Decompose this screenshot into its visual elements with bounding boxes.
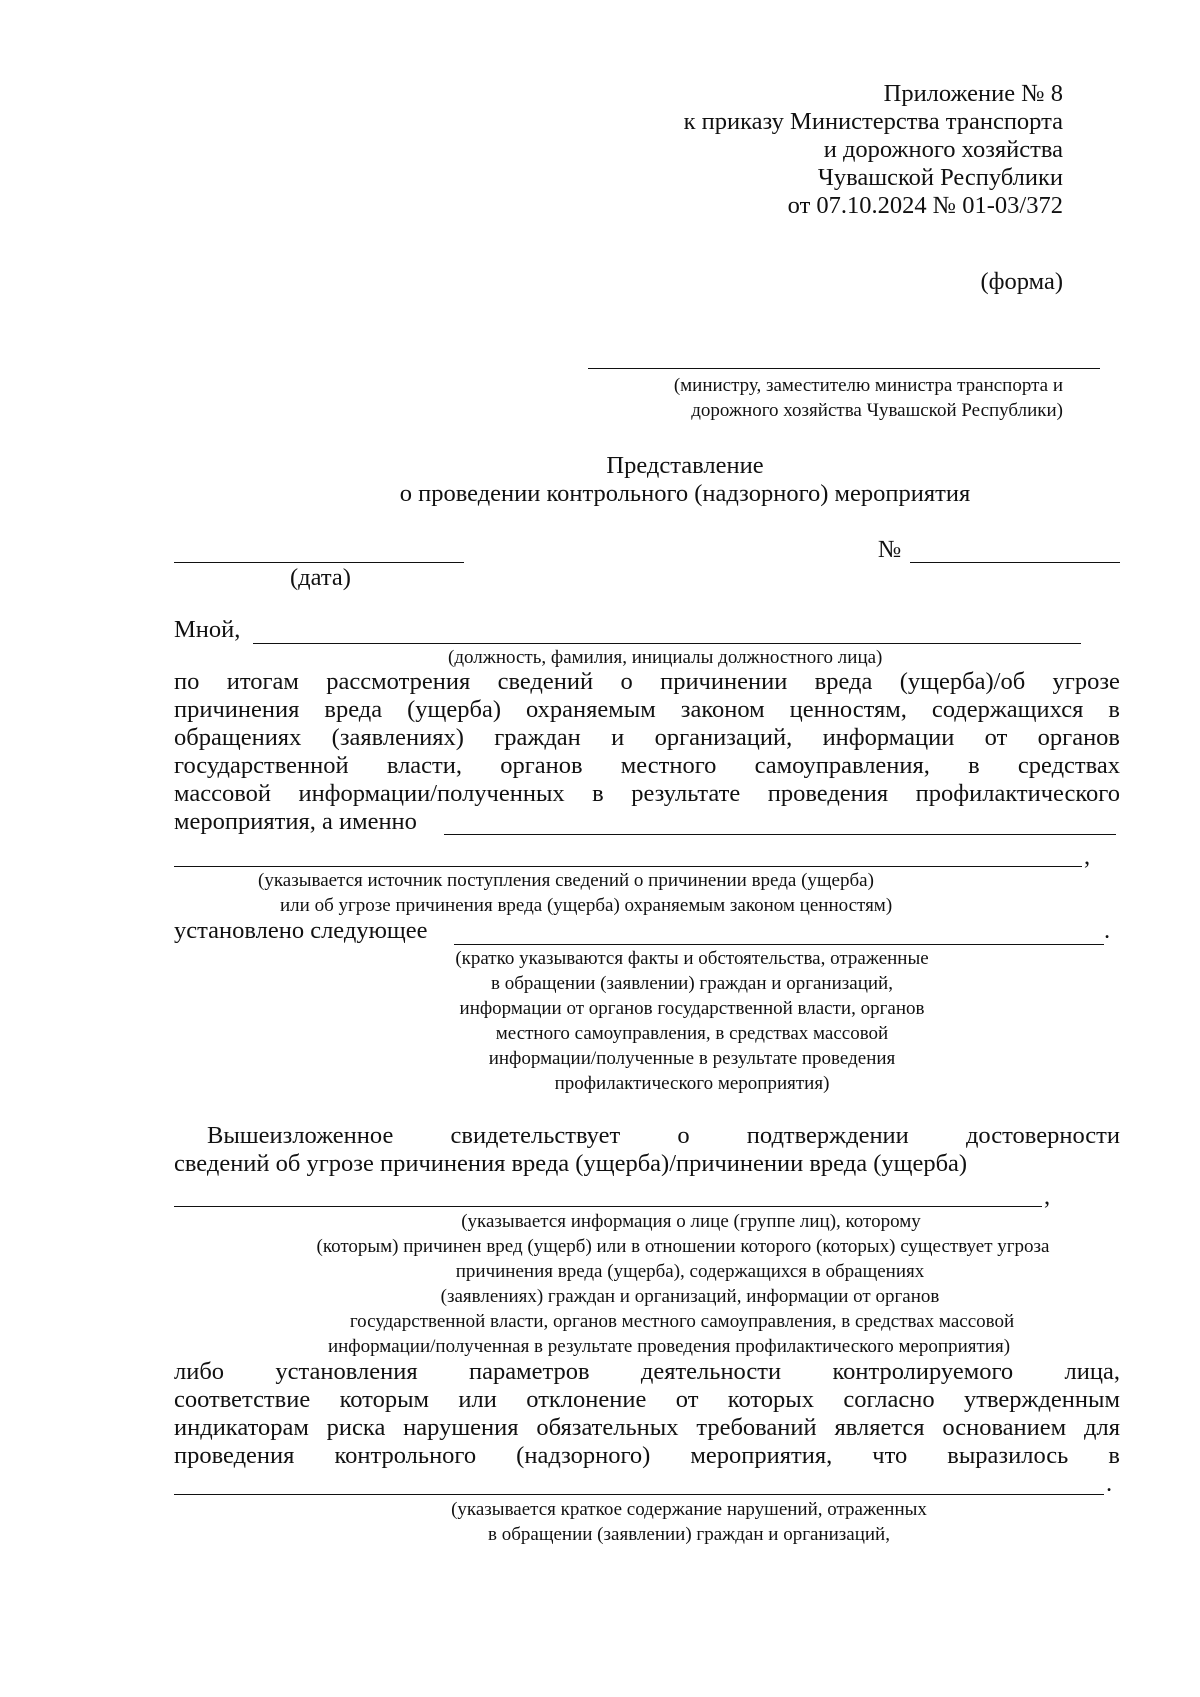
addressee-hint-1: (министру, заместителю министра транспорта и (673, 375, 1063, 396)
person-hint-2: (которым) причинен вред (ущерб) или в отношении которого (которых) существует угроза (316, 1236, 1050, 1257)
para1-line-4: государственной власти, органов местного самоуправления, в средствах (174, 752, 1120, 779)
republic-name: Чувашской Республики (817, 164, 1063, 191)
officer-blank-line[interactable] (253, 643, 1081, 644)
para3-line-4: проведения контрольного (надзорного) мероприятия, что выразилось в (174, 1442, 1120, 1469)
established-dot: . (1104, 917, 1111, 944)
person-blank-line[interactable] (174, 1206, 1042, 1207)
established-hint-3: информации от органов государственной власти, органов (459, 998, 925, 1019)
para1-line-1: по итогам рассмотрения сведений о причинении вреда (ущерба)/об угрозе (174, 668, 1120, 695)
violations-hint-2: в обращении (заявлении) граждан и организаций, (488, 1524, 890, 1545)
violations-hint-1: (указывается краткое содержание нарушений, отраженных (451, 1499, 927, 1520)
para3-line-2: соответствие которым или отклонение от которых согласно утвержденным (174, 1386, 1120, 1413)
date-blank-line[interactable] (174, 562, 464, 563)
date-hint: (дата) (290, 564, 351, 591)
established-hint-2: в обращении (заявлении) граждан и организаций, (491, 973, 893, 994)
para2-line-1: Вышеизложенное свидетельствует о подтверждении достоверности (207, 1122, 1120, 1149)
para1-line-3: обращениях (заявлениях) граждан и организаций, информации от органов (174, 724, 1120, 751)
violations-blank-line[interactable] (174, 1494, 1104, 1495)
order-date-number: от 07.10.2024 № 01-03/372 (787, 192, 1063, 219)
para2-line-2: сведений об угрозе причинения вреда (ущерба)/причинении вреда (ущерба) (174, 1150, 968, 1177)
officer-prefix: Мной, (174, 616, 241, 643)
person-hint-1: (указывается информация о лице (группе лиц), которому (461, 1211, 921, 1232)
para1-line-5: массовой информации/полученных в результате проведения профилактического (174, 780, 1120, 807)
established-hint-5: информации/полученные в результате проведения (488, 1048, 896, 1069)
form-label: (форма) (980, 268, 1063, 295)
person-hint-4: (заявлениях) граждан и организаций, информации от органов (440, 1286, 940, 1307)
para1-line-6: мероприятия, а именно (174, 808, 417, 835)
document-subtitle: о проведении контрольного (надзорного) мероприятия (399, 480, 971, 507)
number-blank-line[interactable] (910, 562, 1120, 563)
para1-line-2: причинения вреда (ущерба) охраняемым законом ценностям, содержащихся в (174, 696, 1120, 723)
para3-line-3: индикаторам риска нарушения обязательных требований является основанием для (174, 1414, 1120, 1441)
source-blank-line[interactable] (174, 866, 1082, 867)
violations-dot: . (1106, 1470, 1113, 1497)
person-hint-5: государственной власти, органов местного самоуправления, в средствах массовой (349, 1311, 1015, 1332)
person-hint-3: причинения вреда (ущерба), содержащихся в обращениях (455, 1261, 925, 1282)
addressee-blank-line[interactable] (588, 368, 1100, 369)
document-title: Представление (606, 452, 764, 479)
ministry-name: и дорожного хозяйства (823, 136, 1063, 163)
established-prefix: установлено следующее (174, 917, 428, 944)
source-comma: , (1084, 843, 1091, 870)
person-hint-6: информации/полученная в результате проведения профилактического мероприятия) (327, 1336, 1011, 1357)
established-hint-1: (кратко указываются факты и обстоятельства, отраженные (455, 948, 929, 969)
addressee-hint-2: дорожного хозяйства Чувашской Республики) (691, 400, 1063, 421)
source-hint-2: или об угрозе причинения вреда (ущерба) охраняемым законом ценностям) (280, 895, 893, 916)
established-blank-line[interactable] (454, 944, 1104, 945)
number-sign: № (878, 536, 902, 563)
appendix-number: Приложение № 8 (883, 80, 1063, 107)
order-reference: к приказу Министерства транспорта (683, 108, 1063, 135)
person-comma: , (1044, 1183, 1051, 1210)
details-blank-line[interactable] (444, 834, 1116, 835)
officer-hint: (должность, фамилия, инициалы должностного лица) (448, 647, 883, 668)
established-hint-6: профилактического мероприятия) (554, 1073, 830, 1094)
source-hint-1: (указывается источник поступления сведений о причинении вреда (ущерба) (258, 870, 874, 891)
para3-line-1: либо установления параметров деятельности контролируемого лица, (174, 1358, 1120, 1385)
established-hint-4: местного самоуправления, в средствах массовой (495, 1023, 889, 1044)
